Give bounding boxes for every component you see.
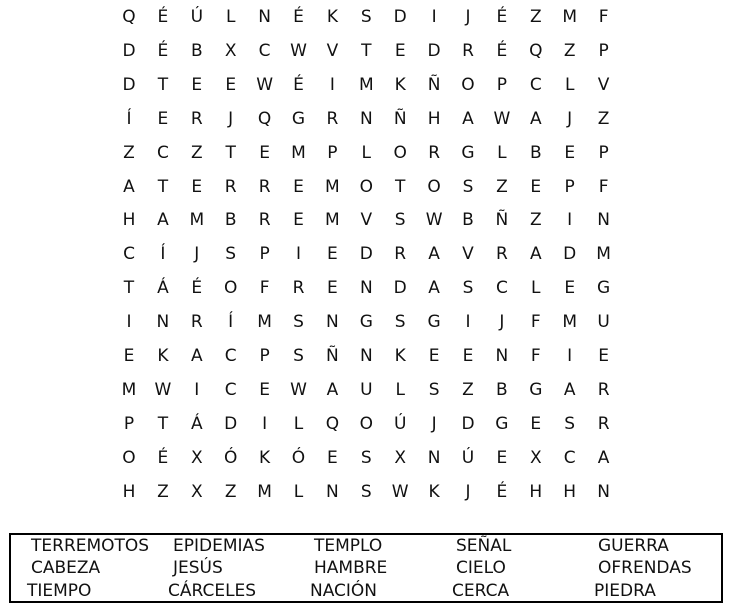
grid-letter: É bbox=[157, 7, 169, 27]
grid-letter: M bbox=[291, 142, 306, 163]
grid-letter: É bbox=[496, 481, 508, 502]
grid-letter: Q bbox=[122, 7, 136, 27]
grid-letter: S bbox=[360, 481, 372, 502]
grid-letter: S bbox=[428, 379, 440, 400]
grid-letter: F bbox=[530, 346, 541, 366]
grid-letter: K bbox=[428, 481, 440, 502]
grid-letter: I bbox=[567, 210, 573, 231]
word-bank-item: OFRENDAS bbox=[598, 558, 692, 578]
grid-letter: L bbox=[361, 142, 372, 163]
grid-letter: X bbox=[529, 447, 542, 468]
grid-letter: E bbox=[394, 40, 406, 61]
grid-letter: Ú bbox=[461, 447, 475, 468]
word-bank-item: JESÚS bbox=[173, 558, 223, 578]
grid-letter: C bbox=[495, 278, 508, 299]
grid-letter: K bbox=[157, 346, 169, 366]
grid-letter: H bbox=[122, 481, 136, 502]
grid-letter: É bbox=[496, 40, 508, 61]
grid-letter: F bbox=[259, 278, 270, 299]
grid-letter: S bbox=[462, 176, 474, 197]
grid-letter: Ó bbox=[291, 447, 306, 468]
grid-letter: É bbox=[191, 278, 203, 299]
grid-letter: M bbox=[257, 312, 272, 333]
grid-letter: D bbox=[461, 413, 475, 434]
grid-letter: L bbox=[395, 379, 405, 400]
grid-letter: A bbox=[123, 176, 135, 197]
grid-letter: P bbox=[598, 40, 609, 61]
grid-letter: Ú bbox=[393, 413, 407, 434]
grid-letter: C bbox=[224, 346, 237, 366]
grid-letter: T bbox=[361, 40, 372, 61]
grid-letter: G bbox=[291, 108, 306, 129]
word-bank-item: EPIDEMIAS bbox=[173, 536, 265, 556]
grid-letter: Z bbox=[597, 108, 610, 129]
grid-letter: I bbox=[194, 379, 200, 400]
grid-letter: N bbox=[597, 481, 610, 502]
word-bank-item: TEMPLO bbox=[314, 536, 383, 556]
grid-letter: P bbox=[598, 142, 609, 163]
grid-letter: T bbox=[225, 142, 236, 163]
grid-letter: L bbox=[293, 413, 304, 434]
grid-letter: Z bbox=[462, 379, 474, 400]
grid-letter: C bbox=[224, 379, 237, 400]
grid-letter: S bbox=[462, 278, 474, 299]
grid-letter: M bbox=[562, 7, 578, 27]
grid-letter: P bbox=[259, 346, 270, 366]
grid-letter: S bbox=[293, 346, 304, 366]
grid-letter: O bbox=[427, 176, 441, 197]
grid-letter: Ó bbox=[223, 447, 238, 468]
grid-letter: R bbox=[462, 40, 474, 61]
grid-letter: Z bbox=[190, 142, 203, 163]
grid-letter: M bbox=[121, 379, 137, 400]
grid-letter: H bbox=[122, 210, 136, 231]
grid-letter: I bbox=[465, 312, 471, 333]
grid-letter: G bbox=[359, 312, 373, 333]
grid-letter: V bbox=[462, 244, 474, 265]
grid-letter: A bbox=[428, 278, 440, 299]
grid-letter: F bbox=[598, 176, 609, 197]
grid-letter: X bbox=[190, 481, 203, 502]
grid-letter: E bbox=[157, 108, 169, 129]
grid-letter: O bbox=[359, 413, 373, 434]
grid-letter: I bbox=[262, 413, 268, 434]
grid-letter: P bbox=[496, 74, 508, 95]
grid-letter: G bbox=[529, 379, 543, 400]
grid-letter: I bbox=[329, 74, 335, 95]
grid-letter: P bbox=[123, 413, 135, 434]
grid-letter: T bbox=[157, 413, 169, 434]
grid-letter: W bbox=[493, 108, 511, 129]
grid-letter: N bbox=[326, 312, 339, 333]
grid-letter: C bbox=[123, 244, 135, 265]
grid-letter: B bbox=[529, 142, 542, 163]
grid-letter: X bbox=[190, 447, 203, 468]
grid-letter: Z bbox=[529, 7, 542, 27]
grid-letter: W bbox=[425, 210, 443, 231]
grid-letter: S bbox=[293, 312, 304, 333]
grid-letter: Z bbox=[496, 176, 508, 197]
grid-letter: J bbox=[194, 244, 200, 265]
grid-letter: T bbox=[157, 176, 169, 197]
grid-letter: M bbox=[596, 244, 611, 265]
grid-letter: G bbox=[597, 278, 611, 299]
grid-letter: E bbox=[530, 176, 542, 197]
grid-letter: W bbox=[391, 481, 409, 502]
grid-letter: Ñ bbox=[495, 210, 509, 231]
word-bank-item: HAMBRE bbox=[314, 558, 388, 578]
grid-letter: P bbox=[327, 142, 338, 163]
grid-letter: E bbox=[293, 210, 304, 231]
grid-letter: D bbox=[359, 244, 373, 265]
grid-letter: O bbox=[461, 74, 475, 95]
grid-letter: E bbox=[123, 346, 135, 366]
grid-letter: G bbox=[495, 413, 509, 434]
grid-letter: G bbox=[427, 312, 441, 333]
grid-letter: Á bbox=[157, 278, 169, 299]
grid-letter: B bbox=[496, 379, 508, 400]
grid-letter: D bbox=[122, 40, 136, 61]
grid-letter: E bbox=[191, 74, 203, 95]
grid-letter: D bbox=[563, 244, 577, 265]
grid-letter: A bbox=[529, 244, 542, 265]
grid-letter: S bbox=[394, 312, 406, 333]
grid-letter: E bbox=[564, 142, 576, 163]
grid-letter: I bbox=[567, 346, 573, 366]
grid-letter: E bbox=[462, 346, 474, 366]
grid-letter: P bbox=[259, 244, 270, 265]
grid-letter: A bbox=[326, 379, 339, 400]
grid-letter: Í bbox=[126, 108, 132, 129]
grid-letter: R bbox=[597, 413, 610, 434]
grid-letter: V bbox=[360, 210, 373, 231]
grid-letter: N bbox=[495, 346, 509, 366]
grid-letter: É bbox=[293, 74, 304, 95]
grid-letter: Ñ bbox=[427, 74, 441, 95]
grid-letter: R bbox=[597, 379, 610, 400]
grid-letter: R bbox=[292, 278, 305, 299]
grid-letter: B bbox=[224, 210, 237, 231]
grid-letter: E bbox=[225, 74, 237, 95]
grid-letter: Q bbox=[325, 413, 340, 434]
grid-letter: K bbox=[326, 7, 338, 27]
grid-letter: N bbox=[359, 346, 373, 366]
grid-letter: Z bbox=[123, 142, 135, 163]
grid-letter: B bbox=[190, 40, 203, 61]
grid-letter: X bbox=[394, 447, 407, 468]
grid-letter: E bbox=[496, 447, 508, 468]
grid-letter: N bbox=[258, 7, 271, 27]
grid-letter: N bbox=[359, 108, 373, 129]
grid-letter: S bbox=[360, 447, 372, 468]
grid-letter: W bbox=[290, 379, 307, 400]
grid-letter: E bbox=[564, 278, 576, 299]
word-bank-item: SEÑAL bbox=[456, 536, 512, 556]
grid-letter: S bbox=[225, 244, 237, 265]
word-bank-item: CÁRCELES bbox=[168, 581, 257, 601]
grid-letter: D bbox=[224, 413, 238, 434]
grid-letter: I bbox=[126, 312, 132, 333]
grid-letter: Q bbox=[529, 40, 543, 61]
grid-letter: S bbox=[564, 413, 576, 434]
grid-letter: G bbox=[461, 142, 475, 163]
word-bank-item: CABEZA bbox=[31, 558, 101, 578]
grid-letter: L bbox=[531, 278, 541, 299]
grid-letter: D bbox=[427, 40, 441, 61]
grid-letter: D bbox=[122, 74, 136, 95]
grid-letter: C bbox=[563, 447, 576, 468]
word-bank-item: TIEMPO bbox=[27, 581, 92, 601]
grid-letter: J bbox=[499, 312, 505, 333]
grid-letter: B bbox=[462, 210, 474, 231]
grid-letter: Í bbox=[160, 244, 166, 265]
grid-letter: Z bbox=[157, 481, 169, 502]
grid-letter: E bbox=[259, 379, 270, 400]
grid-letter: C bbox=[529, 74, 542, 95]
grid-letter: A bbox=[462, 108, 474, 129]
grid-letter: I bbox=[295, 244, 301, 265]
grid-letter: T bbox=[394, 176, 406, 197]
word-bank-item: PIEDRA bbox=[594, 581, 656, 601]
grid-letter: L bbox=[497, 142, 507, 163]
grid-letter: R bbox=[428, 142, 440, 163]
word-bank bbox=[9, 533, 723, 603]
grid-letter: K bbox=[394, 346, 406, 366]
grid-letter: É bbox=[157, 40, 169, 61]
grid-letter: E bbox=[530, 413, 542, 434]
grid-letter: J bbox=[465, 481, 471, 502]
grid-letter: H bbox=[529, 481, 543, 502]
word-bank-item: CIELO bbox=[456, 558, 506, 578]
grid-letter: J bbox=[228, 108, 234, 129]
grid-letter: M bbox=[325, 210, 340, 231]
grid-letter: P bbox=[564, 176, 575, 197]
grid-letter: H bbox=[563, 481, 577, 502]
grid-letter: I bbox=[431, 7, 437, 27]
grid-letter: L bbox=[293, 481, 304, 502]
grid-letter: E bbox=[598, 346, 609, 366]
grid-letter: É bbox=[293, 7, 304, 27]
grid-letter: L bbox=[225, 7, 236, 27]
grid-letter: K bbox=[259, 447, 271, 468]
grid-letter: K bbox=[394, 74, 406, 95]
grid-letter: Z bbox=[563, 40, 576, 61]
grid-letter: W bbox=[290, 40, 307, 61]
grid-letter: U bbox=[360, 379, 373, 400]
grid-letter: É bbox=[157, 447, 169, 468]
grid-letter: E bbox=[327, 278, 338, 299]
grid-letter: Q bbox=[257, 108, 272, 129]
grid-letter: A bbox=[428, 244, 440, 265]
grid-letter: N bbox=[156, 312, 170, 333]
grid-letter: Á bbox=[190, 413, 203, 434]
grid-letter: A bbox=[157, 210, 169, 231]
grid-letter: É bbox=[496, 7, 508, 27]
grid-letter: N bbox=[427, 447, 441, 468]
grid-letter: R bbox=[495, 244, 508, 265]
grid-letter: W bbox=[256, 74, 273, 95]
grid-letter: A bbox=[529, 108, 542, 129]
grid-letter: R bbox=[326, 108, 339, 129]
grid-letter: A bbox=[563, 379, 576, 400]
word-bank-item: TERREMOTOS bbox=[31, 536, 150, 556]
grid-letter: N bbox=[597, 210, 610, 231]
grid-letter: M bbox=[325, 176, 340, 197]
grid-letter: J bbox=[567, 108, 573, 129]
grid-letter: N bbox=[326, 481, 339, 502]
grid-letter: R bbox=[258, 210, 271, 231]
grid-letter: E bbox=[327, 244, 338, 265]
grid-letter: T bbox=[123, 278, 135, 299]
grid-letter: U bbox=[597, 312, 610, 333]
word-bank-item: NACIÓN bbox=[310, 581, 378, 601]
word-bank-item: CERCA bbox=[452, 581, 510, 601]
grid-letter: M bbox=[189, 210, 205, 231]
grid-letter: Z bbox=[529, 210, 542, 231]
grid-letter: D bbox=[393, 7, 407, 27]
grid-letter: A bbox=[190, 346, 203, 366]
grid-letter: H bbox=[427, 108, 441, 129]
grid-letter: F bbox=[598, 7, 609, 27]
grid-letter: J bbox=[465, 7, 471, 27]
grid-letter: R bbox=[394, 244, 407, 265]
grid-letter: S bbox=[360, 7, 372, 27]
grid-letter: F bbox=[530, 312, 541, 333]
grid-letter: E bbox=[191, 176, 203, 197]
grid-letter: D bbox=[393, 278, 407, 299]
word-bank-item: GUERRA bbox=[598, 536, 669, 556]
grid-letter: E bbox=[327, 447, 338, 468]
grid-letter: N bbox=[359, 278, 373, 299]
grid-letter: M bbox=[257, 481, 272, 502]
grid-letter: Í bbox=[228, 312, 234, 333]
grid-letter: V bbox=[597, 74, 610, 95]
grid-letter: E bbox=[293, 176, 304, 197]
grid-letter: E bbox=[259, 142, 270, 163]
grid-letter: Ú bbox=[190, 7, 204, 27]
grid-letter: T bbox=[157, 74, 169, 95]
grid-letter: O bbox=[359, 176, 373, 197]
grid-letter: L bbox=[564, 74, 575, 95]
grid-letter: R bbox=[224, 176, 237, 197]
grid-letter: X bbox=[224, 40, 237, 61]
grid-letter: M bbox=[562, 312, 578, 333]
grid-letter: O bbox=[223, 278, 238, 299]
grid-letter: M bbox=[358, 74, 374, 95]
grid-letter: R bbox=[258, 176, 271, 197]
grid-letter: S bbox=[394, 210, 406, 231]
grid-letter: O bbox=[122, 447, 136, 468]
grid-letter: C bbox=[156, 142, 169, 163]
grid-letter: R bbox=[190, 312, 203, 333]
grid-letter: C bbox=[258, 40, 271, 61]
grid-letter: Ñ bbox=[326, 346, 339, 366]
grid-letter: J bbox=[431, 413, 437, 434]
grid-letter: Z bbox=[224, 481, 237, 502]
grid-letter: A bbox=[597, 447, 610, 468]
grid-letter: O bbox=[393, 142, 407, 163]
grid-letter: V bbox=[326, 40, 339, 61]
grid-letter: W bbox=[154, 379, 172, 400]
grid-letter: R bbox=[190, 108, 203, 129]
grid-letter: Ñ bbox=[393, 108, 407, 129]
grid-letter: E bbox=[428, 346, 440, 366]
